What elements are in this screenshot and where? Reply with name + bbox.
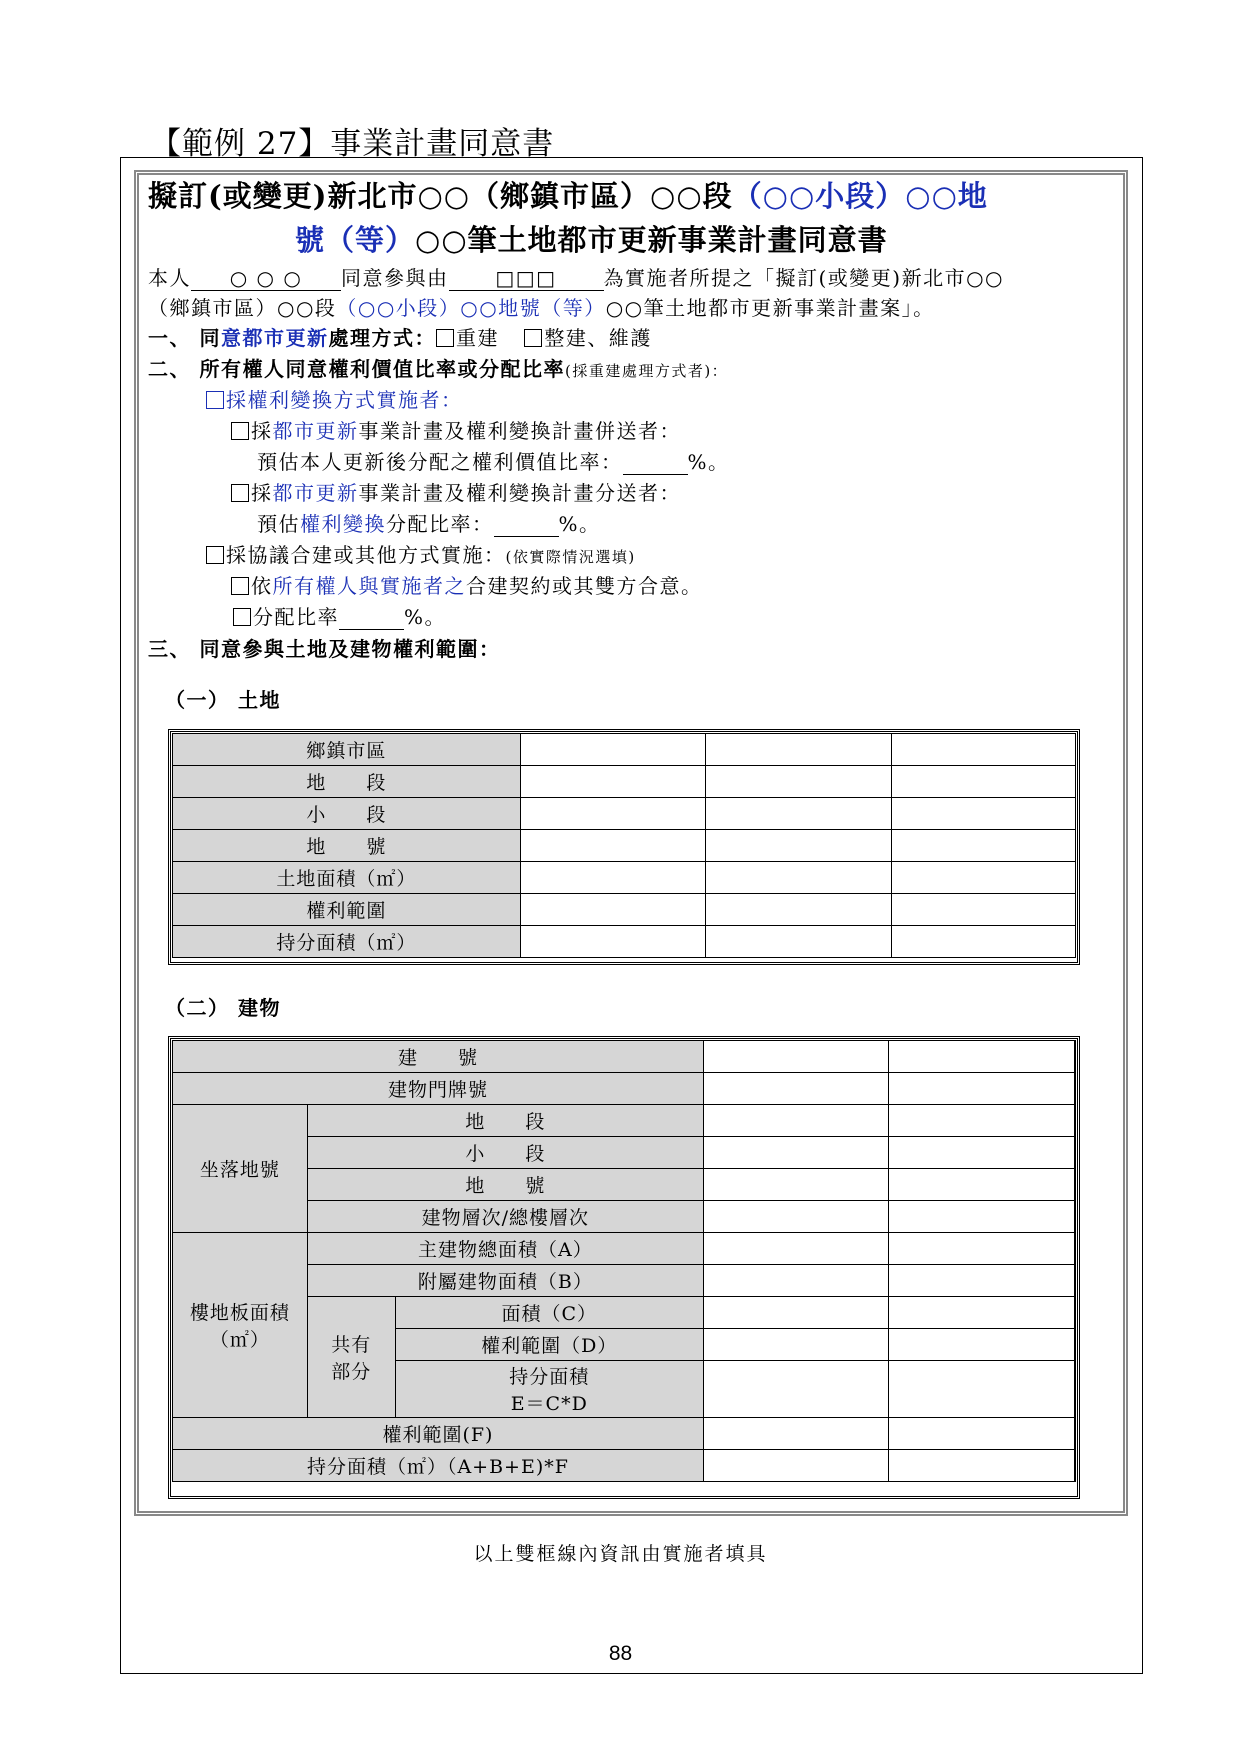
rights-exchange-checkbox[interactable]	[206, 391, 224, 409]
separate-option: 採都市更新事業計畫及權利變換計畫分送者：	[231, 477, 681, 506]
land-row-label: 權利範圍	[173, 894, 521, 926]
rights-exchange-option: 採權利變換方式實施者：	[206, 384, 463, 413]
cell[interactable]	[892, 766, 1076, 798]
cell[interactable]	[520, 798, 706, 830]
cell[interactable]	[520, 734, 706, 766]
cell[interactable]	[889, 1450, 1075, 1482]
cell[interactable]	[1075, 1137, 1076, 1169]
land-table-row	[173, 734, 1076, 766]
cell[interactable]	[892, 894, 1076, 926]
rights-f-label: 權利範圍(F)	[173, 1418, 704, 1450]
land-table-row	[173, 894, 1076, 926]
cell[interactable]	[889, 1201, 1075, 1233]
location-label: 坐落地號	[173, 1105, 308, 1233]
contract-checkbox[interactable]	[231, 577, 249, 595]
cell[interactable]	[889, 1233, 1075, 1265]
separate-ratio-blank[interactable]	[494, 512, 559, 537]
loc-section-label: 地 段	[307, 1105, 703, 1137]
rights-d-label: 權利範圍（D）	[395, 1329, 703, 1361]
page-heading: 【範例 27】事業計畫同意書	[150, 126, 555, 162]
cell[interactable]	[1075, 1233, 1076, 1265]
cell[interactable]	[889, 1137, 1075, 1169]
cell[interactable]	[520, 862, 706, 894]
separate-ratio: 預估權利變換分配比率： %。	[257, 512, 601, 536]
agreement-option: 採協議合建或其他方式實施：(依實際情況選填)	[206, 539, 636, 568]
cell[interactable]	[703, 1073, 889, 1105]
dist-ratio-checkbox[interactable]	[233, 608, 251, 626]
cell[interactable]	[892, 926, 1076, 958]
floor-area-label: 樓地板面積 （㎡）	[173, 1233, 308, 1418]
combined-checkbox[interactable]	[231, 422, 249, 440]
cell[interactable]	[1075, 1265, 1076, 1297]
cell[interactable]	[892, 798, 1076, 830]
aux-area-label: 附屬建物面積（B）	[307, 1265, 703, 1297]
land-row-label: 地 號	[173, 830, 521, 862]
combined-ratio-blank[interactable]	[623, 450, 688, 475]
cell[interactable]	[889, 1297, 1075, 1329]
cell[interactable]	[889, 1169, 1075, 1201]
footer-note: 以上雙框線內資訊由實施者填具	[473, 1543, 768, 1565]
cell[interactable]	[703, 1137, 889, 1169]
cell[interactable]	[706, 798, 892, 830]
area-c-label: 面積（C）	[395, 1297, 703, 1329]
loc-lot-label: 地 號	[307, 1169, 703, 1201]
cell[interactable]	[520, 926, 706, 958]
cell[interactable]	[703, 1105, 889, 1137]
land-heading: （一） 土地	[165, 688, 281, 712]
dist-ratio-blank[interactable]	[339, 605, 404, 630]
cell[interactable]	[1075, 1073, 1076, 1105]
door-no-label: 建物門牌號	[173, 1073, 704, 1105]
cell[interactable]	[703, 1450, 889, 1482]
cell[interactable]	[703, 1297, 889, 1329]
cell[interactable]	[1075, 1297, 1076, 1329]
cell[interactable]	[703, 1169, 889, 1201]
cell[interactable]	[892, 734, 1076, 766]
cell[interactable]	[706, 926, 892, 958]
building-no-label: 建 號	[173, 1041, 704, 1073]
cell[interactable]	[889, 1041, 1075, 1073]
cell[interactable]	[706, 830, 892, 862]
page-number: 88	[608, 1642, 633, 1665]
form-title-line2: 號（等）○○筆土地都市更新事業計畫同意書	[295, 223, 888, 257]
agreement-checkbox[interactable]	[206, 546, 224, 564]
building-table	[172, 1040, 1076, 1482]
share-e-label: 持分面積 E＝C*D	[395, 1361, 703, 1418]
share-total-label: 持分面積（㎡）（A+B+E)*F	[173, 1450, 704, 1482]
combined-ratio: 預估本人更新後分配之權利價值比率： %。	[257, 450, 730, 474]
cell[interactable]	[706, 862, 892, 894]
main-area-label: 主建物總面積（A）	[307, 1233, 703, 1265]
land-table-row	[173, 862, 1076, 894]
cell[interactable]	[889, 1265, 1075, 1297]
rebuild-checkbox[interactable]	[436, 329, 454, 347]
floors-label: 建物層次/總樓層次	[307, 1201, 703, 1233]
name-blank[interactable]: ○ ○ ○	[191, 266, 341, 291]
cell[interactable]	[1075, 1329, 1076, 1361]
renovation-checkbox[interactable]	[524, 329, 542, 347]
cell[interactable]	[706, 766, 892, 798]
land-table-row	[173, 830, 1076, 862]
land-table	[172, 733, 1076, 958]
cell[interactable]	[889, 1073, 1075, 1105]
cell[interactable]	[706, 734, 892, 766]
cell[interactable]	[1075, 1361, 1076, 1418]
cell[interactable]	[892, 862, 1076, 894]
cell[interactable]	[703, 1041, 889, 1073]
shared-label: 共有 部分	[307, 1297, 395, 1418]
cell[interactable]	[889, 1361, 1075, 1418]
section2-title: 二、 所有權人同意權利價值比率或分配比率(採重建處理方式者)：	[148, 357, 729, 381]
land-table-row	[173, 766, 1076, 798]
cell[interactable]	[520, 894, 706, 926]
land-row-label: 持分面積（㎡）	[173, 926, 521, 958]
land-row-label: 土地面積（㎡）	[173, 862, 521, 894]
land-row-label: 地 段	[173, 766, 521, 798]
cell[interactable]	[703, 1329, 889, 1361]
separate-checkbox[interactable]	[231, 484, 249, 502]
cell[interactable]	[520, 830, 706, 862]
land-row-label: 小 段	[173, 798, 521, 830]
intro-line2: （鄉鎮市區）○○段（○○小段）○○地號（等）○○筆土地都市更新事業計畫案」。	[148, 296, 935, 320]
cell[interactable]	[889, 1329, 1075, 1361]
dist-ratio-option: 分配比率 %。	[233, 601, 446, 630]
cell[interactable]	[1075, 1201, 1076, 1233]
loc-subsection-label: 小 段	[307, 1137, 703, 1169]
cell[interactable]	[703, 1361, 889, 1418]
cell[interactable]	[1075, 1041, 1076, 1073]
cell[interactable]	[703, 1233, 889, 1265]
intro-line1: 本人 ○ ○ ○ 同意參與由 □□□ 為實施者所提之「擬訂(或變更)新北市○○	[148, 266, 1005, 290]
cell[interactable]	[1075, 1450, 1076, 1482]
cell[interactable]	[703, 1265, 889, 1297]
cell[interactable]	[520, 766, 706, 798]
contract-option: 依所有權人與實施者之合建契約或其雙方合意。	[231, 570, 703, 599]
implementer-blank[interactable]: □□□	[449, 266, 604, 291]
cell[interactable]	[889, 1418, 1075, 1450]
cell[interactable]	[1075, 1418, 1076, 1450]
combined-option: 採都市更新事業計畫及權利變換計畫併送者：	[231, 415, 681, 444]
form-title-line1: 擬訂(或變更)新北市○○（鄉鎮市區）○○段（○○小段）○○地	[148, 179, 988, 213]
land-row-label: 鄉鎮市區	[173, 734, 521, 766]
cell[interactable]	[703, 1201, 889, 1233]
cell[interactable]	[892, 830, 1076, 862]
cell[interactable]	[706, 894, 892, 926]
cell[interactable]	[889, 1105, 1075, 1137]
land-table-row	[173, 798, 1076, 830]
cell[interactable]	[1075, 1105, 1076, 1137]
cell[interactable]	[1075, 1169, 1076, 1201]
section1: 一、 同意都市更新處理方式： 重建 整建、維護	[148, 326, 652, 350]
cell[interactable]	[703, 1418, 889, 1450]
section3-title: 三、 同意參與土地及建物權利範圍：	[148, 637, 501, 661]
land-table-row	[173, 926, 1076, 958]
building-heading: （二） 建物	[165, 996, 281, 1020]
